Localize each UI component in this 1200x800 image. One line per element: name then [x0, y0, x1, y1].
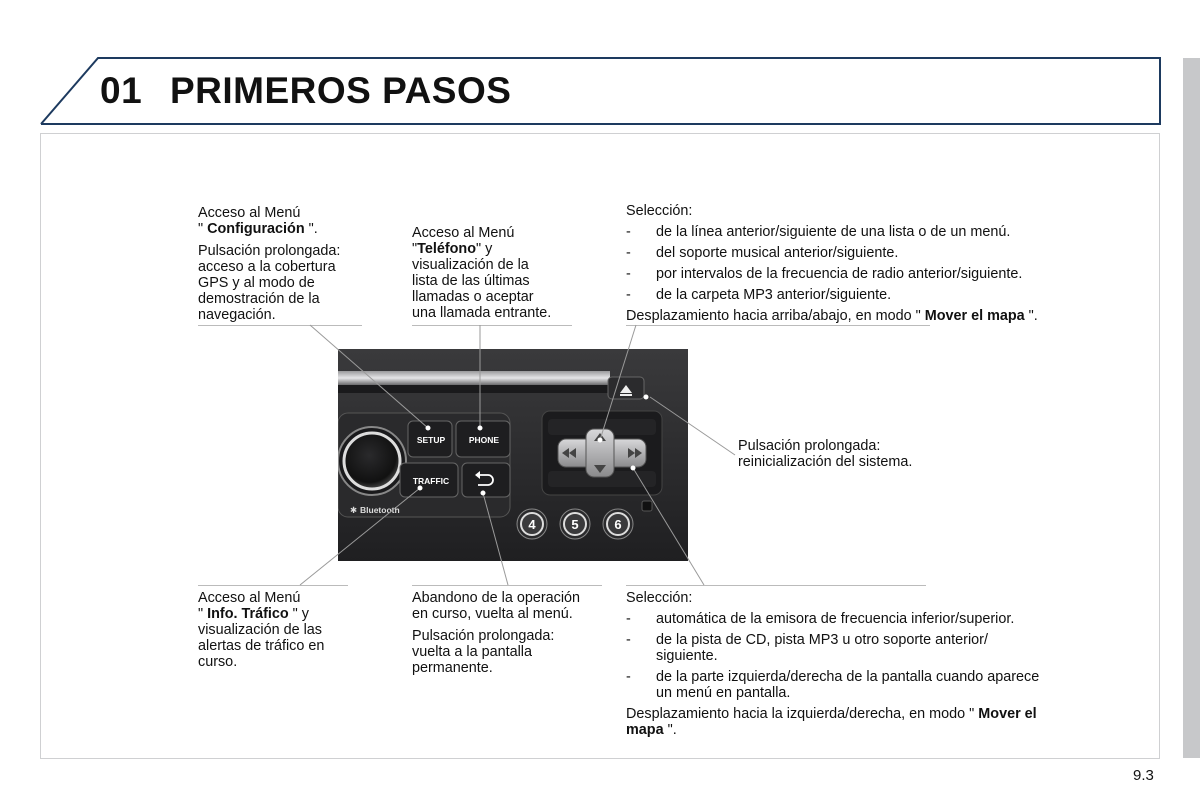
callout-text: alertas de tráfico en	[198, 638, 325, 654]
callout-setup	[198, 205, 368, 323]
callout-text: curso.	[198, 654, 238, 670]
callout-traffic	[198, 590, 368, 670]
callout-text: Selección:	[626, 590, 693, 606]
chapter-number: 01	[100, 70, 143, 111]
callout-text: del soporte musical anterior/siguiente.	[656, 245, 899, 261]
page-title: PRIMEROS PASOS	[170, 70, 512, 111]
callout-text: Abandono de la operación	[412, 590, 581, 606]
callout-text: ".	[304, 221, 318, 237]
callout-text: visualización de la	[412, 257, 529, 273]
bluetooth-label: Bluetooth	[360, 505, 400, 515]
callout-text: por intervalos de la frecuencia de radio anterior/siguiente.	[656, 266, 1023, 282]
callout-text: Pulsación prolongada:	[412, 628, 555, 644]
callout-text: automática de la emisora de frecuencia inferior/superior.	[656, 611, 1015, 627]
callout-text: "	[198, 221, 208, 237]
callout-text: ".	[663, 722, 677, 738]
callout-text: de la línea anterior/siguiente de una lista o de un menú.	[656, 224, 1011, 240]
mode-name: Mover el	[978, 706, 1037, 722]
callout-text: vuelta a la pantalla	[412, 644, 533, 660]
callout-text: lista de las últimas	[412, 273, 530, 289]
list-item: - del soporte musical anterior/siguiente.	[626, 245, 899, 261]
setup-button-label: SETUP	[416, 435, 446, 445]
callout-text: ".	[1024, 308, 1038, 324]
phone-button-label: PHONE	[468, 435, 500, 445]
callout-text: reinicialización del sistema.	[738, 454, 913, 470]
callout-phone	[412, 225, 592, 321]
menu-name: Info. Tráfico	[207, 606, 289, 622]
callout-text: un menú en pantalla.	[656, 685, 791, 701]
callout-text: "	[412, 241, 418, 257]
callout-text: en curso, vuelta al menú.	[412, 606, 573, 622]
callout-back	[412, 590, 612, 676]
callout-text: visualización de las	[198, 622, 322, 638]
callout-text: acceso a la cobertura	[198, 259, 336, 275]
list-item: - por intervalos de la frecuencia de radio anterior/siguiente.	[626, 266, 1023, 282]
callout-text: Acceso al Menú	[198, 205, 301, 221]
preset-button-5: 5	[571, 517, 579, 532]
traffic-button-label: TRAFFIC	[412, 476, 450, 486]
callout-text: siguiente.	[656, 648, 718, 664]
callout-text: llamadas o aceptar	[412, 289, 534, 305]
preset-button-6: 6	[614, 517, 622, 532]
callout-text: Acceso al Menú	[198, 590, 301, 606]
callout-text: GPS y al modo de	[198, 275, 315, 291]
menu-name: Teléfono	[417, 241, 476, 257]
mode-name: Mover el mapa	[924, 308, 1025, 324]
callout-text: de la pista de CD, pista MP3 u otro soporte anterior/	[656, 632, 988, 648]
callout-text: navegación.	[198, 307, 276, 323]
preset-button-4: 4	[528, 517, 536, 532]
bluetooth-logo-icon: ✱	[350, 505, 358, 515]
page-number: 9.3	[1133, 767, 1154, 784]
list-item: - de la parte izquierda/derecha de la pantalla cuando aparece un menú en pantalla.	[626, 669, 1040, 701]
list-item: - de la línea anterior/siguiente de una lista o de un menú.	[626, 224, 1011, 240]
callout-text: Acceso al Menú	[412, 225, 515, 241]
menu-name: Configuración	[207, 221, 305, 237]
callout-text: Selección:	[626, 203, 693, 219]
callout-text: "	[198, 606, 208, 622]
list-item: - de la carpeta MP3 anterior/siguiente.	[626, 287, 892, 303]
callout-text: Desplazamiento hacia arriba/abajo, en modo "	[626, 308, 925, 324]
list-item: - de la pista de CD, pista MP3 u otro soporte anterior/ siguiente.	[626, 632, 988, 664]
callout-text: Pulsación prolongada:	[738, 438, 881, 454]
mode-name: mapa	[626, 722, 664, 738]
callout-text: demostración de la	[198, 291, 320, 307]
callout-text: permanente.	[412, 660, 493, 676]
callout-text: " y	[288, 606, 309, 622]
list-item: - automática de la emisora de frecuencia inferior/superior.	[626, 611, 1015, 627]
callout-left-right	[626, 590, 1106, 738]
callout-text: Pulsación prolongada:	[198, 243, 341, 259]
callout-text: " y	[476, 241, 493, 257]
callout-text: de la parte izquierda/derecha de la pantalla cuando aparece	[656, 669, 1040, 685]
callout-text: una llamada entrante.	[412, 305, 552, 321]
callout-text: Desplazamiento hacia la izquierda/derecha, en modo "	[626, 706, 979, 722]
callout-text: de la carpeta MP3 anterior/siguiente.	[656, 287, 892, 303]
callout-up-down	[626, 203, 1106, 324]
callout-eject	[738, 438, 968, 470]
